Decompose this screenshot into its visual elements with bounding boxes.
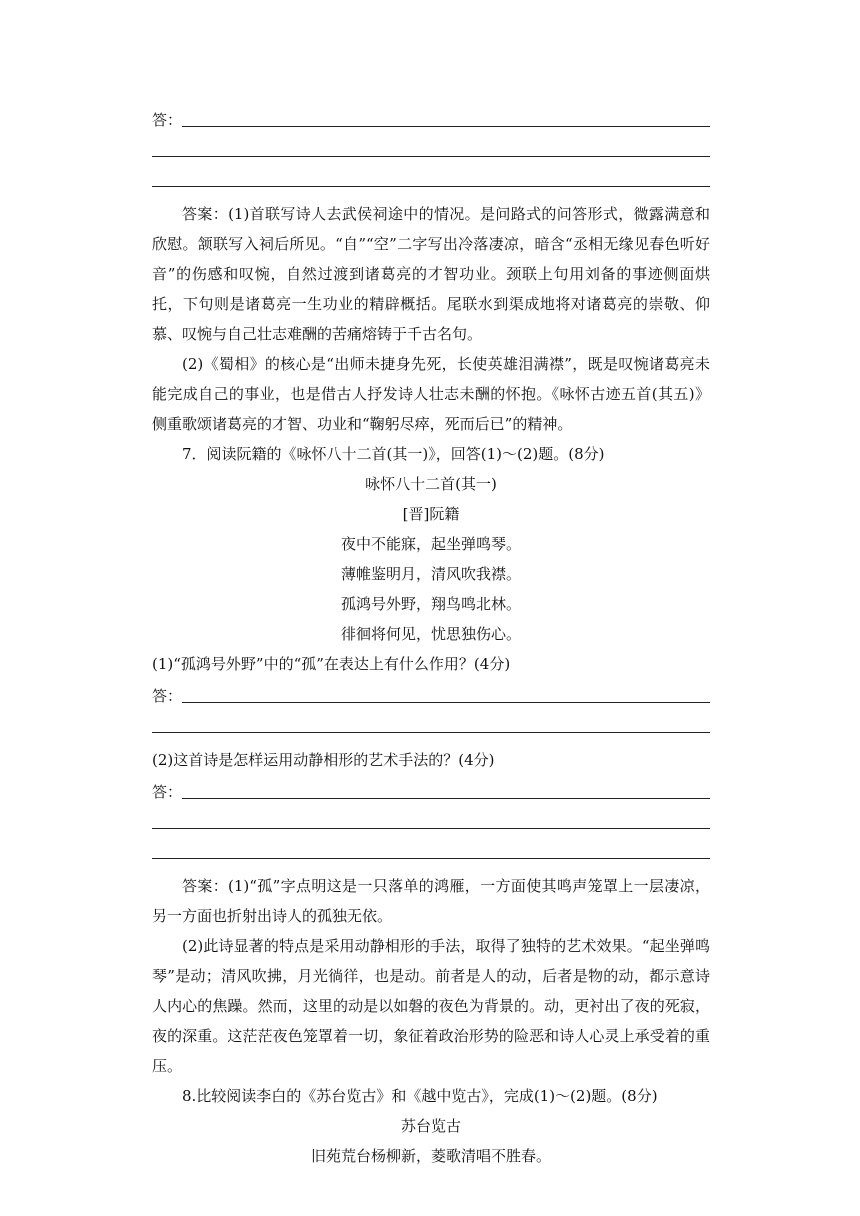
poem7-author: [晋]阮籍 <box>402 505 460 523</box>
answer7-paragraph-2: (2)此诗显著的特点是采用动静相形的手法，取得了独特的艺术效果。“起坐弹鸣琴”是动；清风吹拂，月光徜徉，也是动。前者是人的动，后者是物的动，都示意诗人内心的焦躁。然而，这里的动是以如磐的夜色为背景的。动，更衬出了夜的死寂，夜的深重。这茫茫夜色笼罩着一切，象征着政治形势的险恶和诗人心灵上承受着的重压。 <box>152 937 710 1075</box>
answer-label: 答： <box>152 111 183 129</box>
answer-blank-line <box>152 835 710 865</box>
answer-blank <box>182 108 710 127</box>
answer-line <box>152 775 710 805</box>
answer6-paragraph-2: (2)《蜀相》的核心是“出师未捷身先死，长使英雄泪满襟”，既是叹惋诸葛亮未能完成自己的事业，也是借古人抒发诗人壮志未酬的怀抱。《咏怀古迹五首(其五)》侧重歌颂诸葛亮的才智、功业和“鞠躬尽瘁，死而后已”的精神。 <box>152 355 710 433</box>
poem7-title: 咏怀八十二首(其一) <box>365 475 497 493</box>
answer-blank-line <box>152 163 710 193</box>
answer-blank-line <box>152 709 710 739</box>
answer7-paragraph-1: 答案：(1)“孤”字点明这是一只落单的鸿雁，一方面使其鸣声笼罩上一层凄凉，另一方面也折射出诗人的孤独无依。 <box>152 877 710 925</box>
answer-blank <box>182 684 710 703</box>
answer-blank-line <box>152 133 710 163</box>
answer6-paragraph-1: 答案：(1)首联写诗人去武侯祠途中的情况。是问路式的问答形式，微露满意和欣慰。颔联写入祠后所见。“自”“空”二字写出冷落凄凉，暗含“丞相无缘见春色听好音”的伤感和叹惋，自然过渡到诸葛亮的才智功业。颈联上句用刘备的事迹侧面烘托，下句则是诸葛亮一生功业的精辟概括。尾联水到渠成地将对诸葛亮的崇敬、仰慕、叹惋与自己壮志难酬的苦痛熔铸于千古名句。 <box>152 205 710 343</box>
answer-line <box>152 103 710 133</box>
answer-line <box>152 679 710 709</box>
question7-sub2: (2)这首诗是怎样运用动静相形的艺术手法的？(4分) <box>152 751 495 769</box>
poem8-title: 苏台览古 <box>400 1117 461 1135</box>
poem8-line-1: 旧苑荒台杨柳新，菱歌清唱不胜春。 <box>310 1147 551 1165</box>
poem7-line-3: 孤鸿号外野，翔鸟鸣北林。 <box>340 595 521 613</box>
poem7-line-1: 夜中不能寐，起坐弹鸣琴。 <box>340 535 521 553</box>
answer-label: 答： <box>152 783 183 801</box>
answer-blank <box>182 780 710 799</box>
question7-stem: 7．阅读阮籍的《咏怀八十二首(其一)》，回答(1)～(2)题。(8分) <box>182 445 605 463</box>
poem7-line-2: 薄帷鉴明月，清风吹我襟。 <box>340 565 521 583</box>
answer-blank-line <box>152 805 710 835</box>
question8-stem: 8.比较阅读李白的《苏台览古》和《越中览古》，完成(1)～(2)题。(8分) <box>182 1087 658 1105</box>
poem7-line-4: 徘徊将何见，忧思独伤心。 <box>340 625 521 643</box>
question7-sub1: (1)“孤鸿号外野”中的“孤”在表达上有什么作用？(4分) <box>152 655 511 673</box>
answer-label: 答： <box>152 687 183 705</box>
